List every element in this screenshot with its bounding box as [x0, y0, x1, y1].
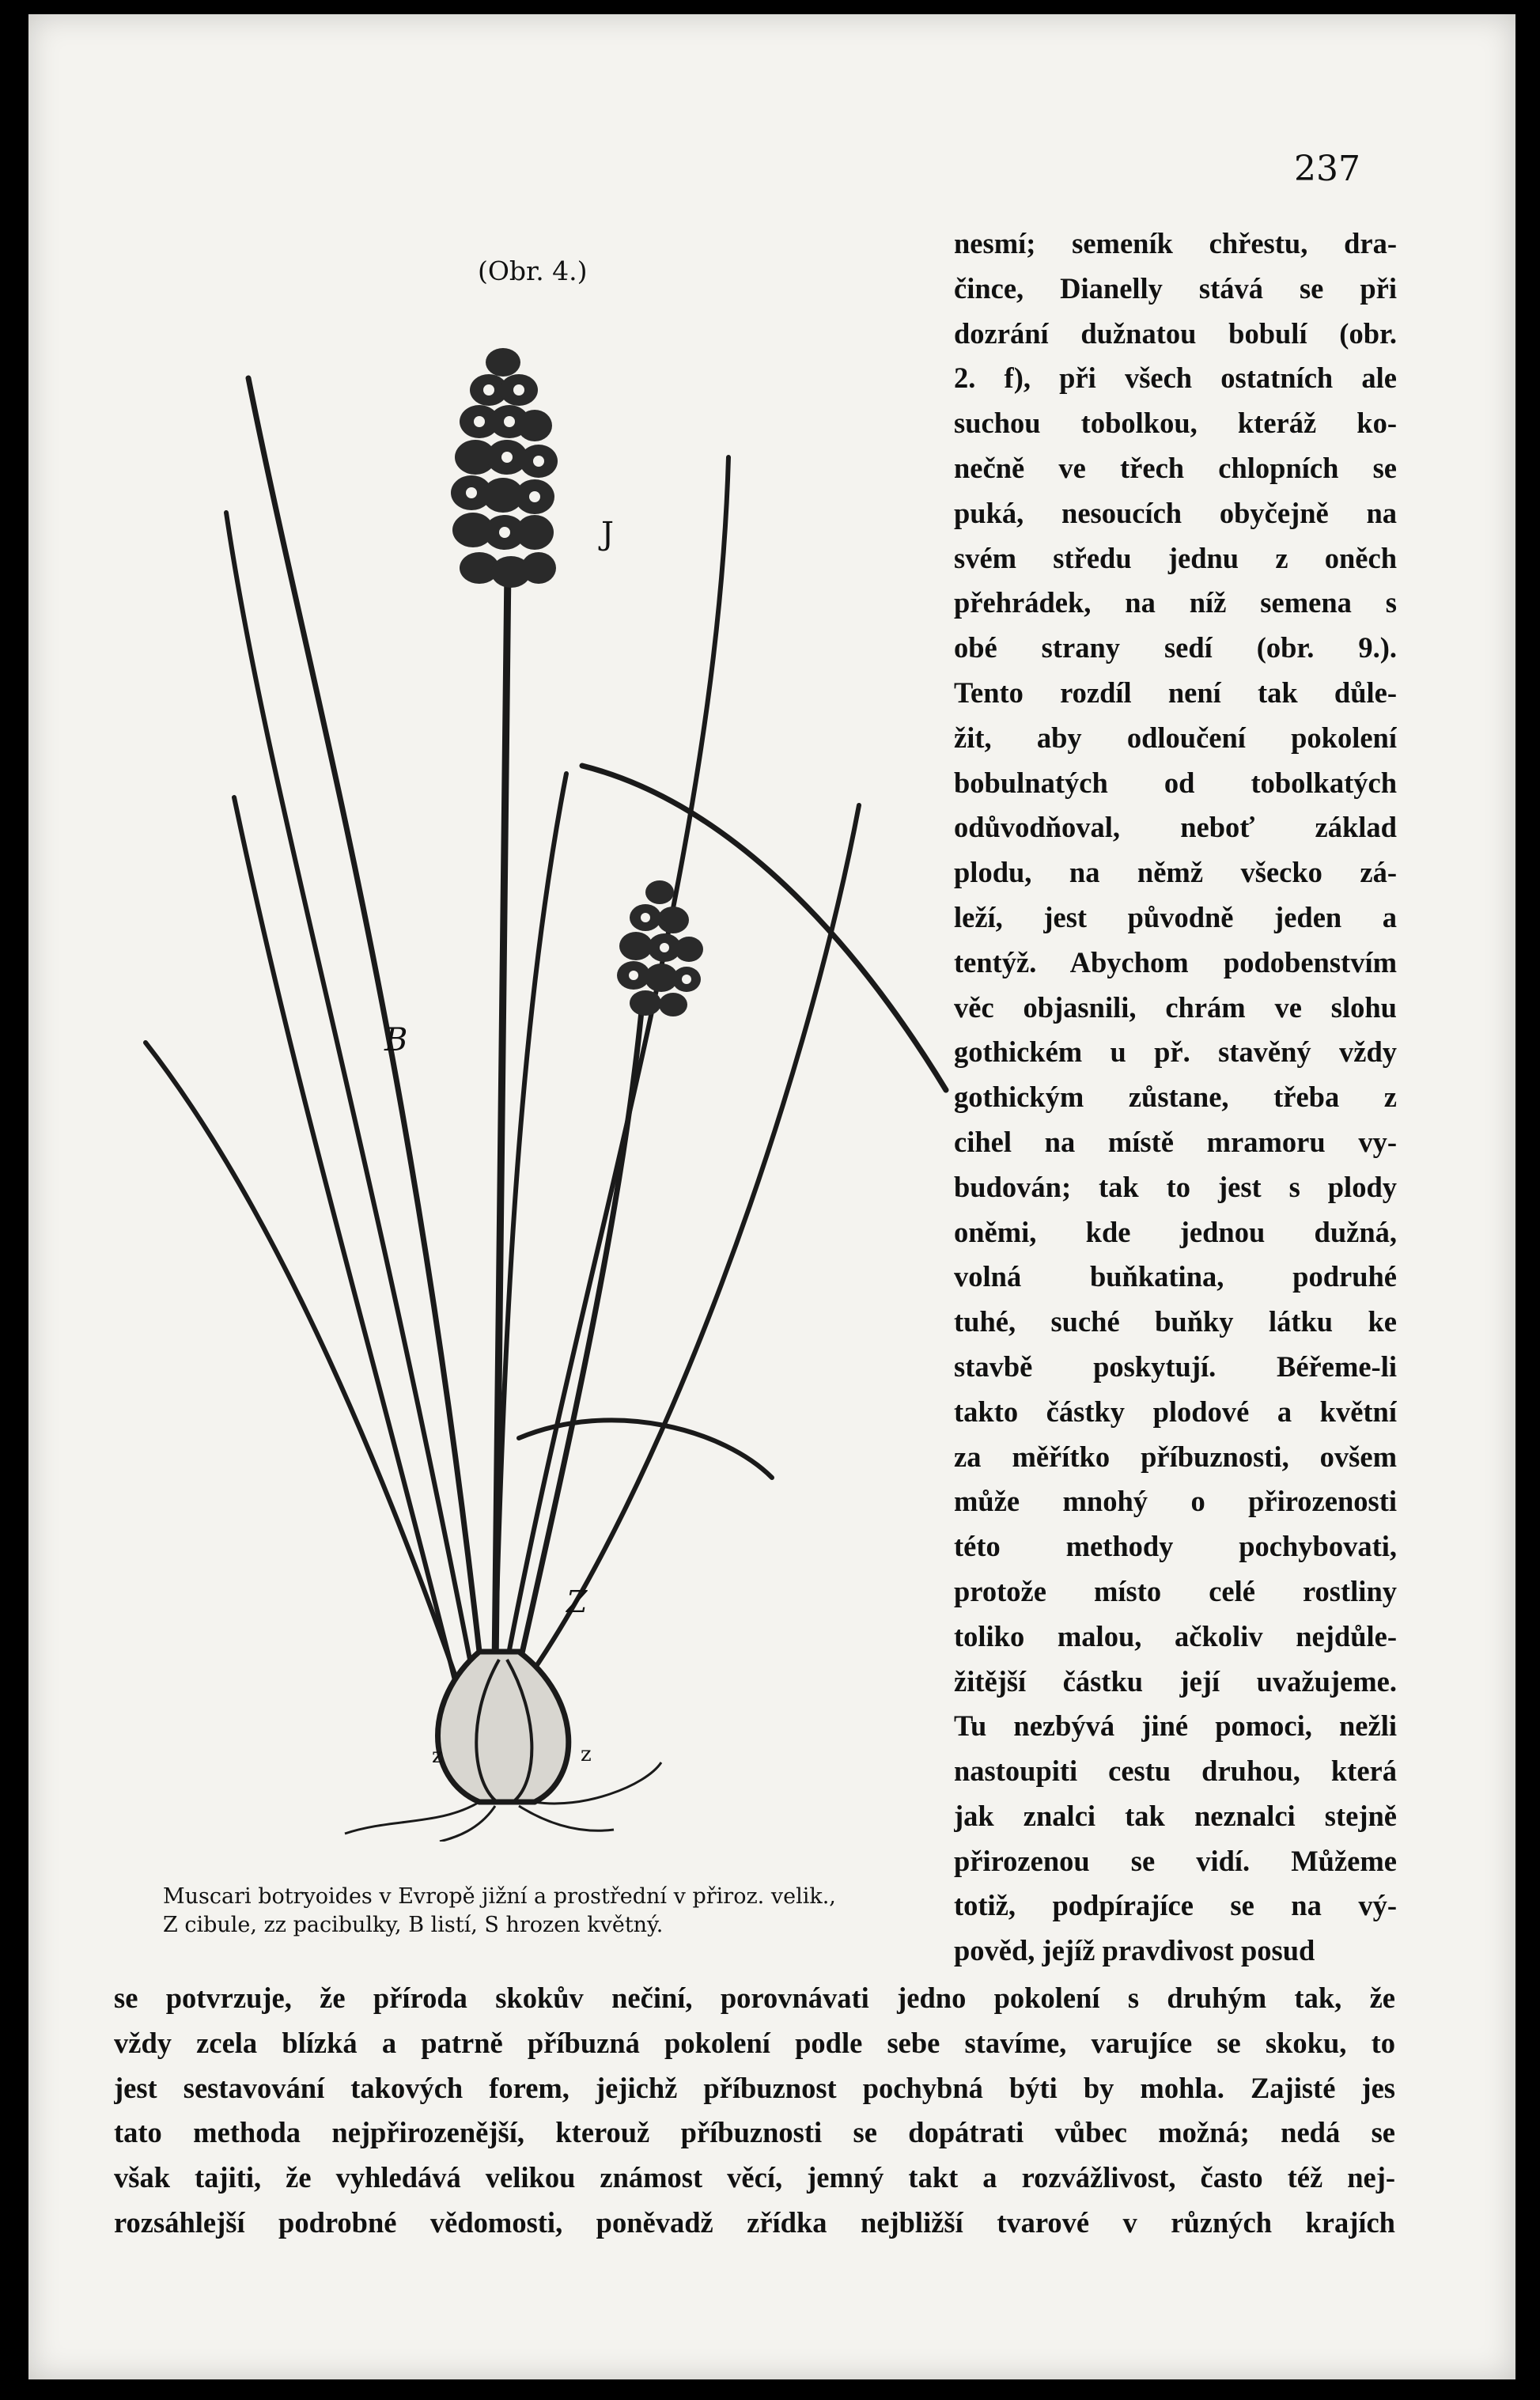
text-line: tuhé, suché buňky látku ke: [954, 1305, 1397, 1338]
text-line: gothickém u př. stavěný vždy: [954, 1035, 1397, 1069]
text-line: budován; tak to jest s plody: [954, 1170, 1397, 1203]
text-line: toliko malou, ačkoliv nejdůle-: [954, 1619, 1397, 1652]
text-line: však tajiti, že vyhledává velikou známost věcí, jemný takt a rozvážlivost, často též nej-: [114, 2161, 1395, 2194]
text-line: totiž, podpírajíce se na vý-: [954, 1889, 1397, 1922]
figure-letter-z-left: z: [432, 1744, 443, 1768]
text-line: vždy zcela blízká a patrně příbuzná pokolení podle sebe stavíme, varujíce se skoku, to: [114, 2026, 1395, 2059]
text-line: jest sestavování takových forem, jejichž příbuznost pochybná býti by mohla. Zajisté jes: [114, 2071, 1395, 2104]
right-column-text: [954, 221, 1397, 1974]
text-line: rozsáhlejší podrobné vědomosti, poněvadž zřídka nejbližší tvarové v různých krajích: [114, 2205, 1395, 2239]
text-line: nečně ve třech chlopních se: [954, 451, 1397, 484]
text-line: bobulnatých od tobolkatých: [954, 766, 1397, 799]
text-line: Tento rozdíl není tak důle-: [954, 676, 1397, 709]
text-line: gothickým zůstane, třeba z: [954, 1081, 1397, 1114]
text-line: oněmi, kde jednou dužná,: [954, 1215, 1397, 1248]
text-line: cihel na místě mramoru vy-: [954, 1125, 1397, 1158]
text-line: za měřítko příbuznosti, ovšem: [954, 1440, 1397, 1473]
text-line: nesmí; semeník chřestu, dra-: [954, 227, 1397, 259]
text-line: se potvrzuje, že příroda skokův nečiní, porovnávati jedno pokolení s druhým tak, že: [114, 1982, 1395, 2014]
text-line: plodu, na němž všecko zá-: [954, 856, 1397, 889]
text-line: čince, Dianelly stává se při: [954, 271, 1397, 305]
caption-line: Z cibule, zz pacibulky, B listí, S hrozen květný.: [163, 1913, 664, 1937]
text-line: pověd, jejíž pravdivost posud: [954, 1934, 1315, 1967]
figure-letter-z-right: z: [581, 1743, 592, 1766]
text-line: stavbě poskytují. Béřeme-li: [954, 1350, 1397, 1383]
text-line: věc objasnili, chrám ve slohu: [954, 990, 1397, 1024]
figure-letter-b: B: [384, 1022, 408, 1058]
text-line: přirozenou se vidí. Můžeme: [954, 1844, 1397, 1877]
text-line: této methody pochybovati,: [954, 1530, 1397, 1563]
text-line: dozrání dužnatou bobulí (obr.: [954, 316, 1397, 350]
text-line: přehrádek, na níž semena s: [954, 586, 1397, 619]
text-line: tato methoda nejpřirozenější, kterouž příbuznosti se dopátrati vůbec možná; nedá se: [114, 2116, 1395, 2149]
text-line: žit, aby odloučení pokolení: [954, 721, 1397, 754]
text-line: protože místo celé rostliny: [954, 1574, 1397, 1607]
text-line: obé strany sedí (obr. 9.).: [954, 631, 1397, 664]
text-line: Tu nezbývá jiné pomoci, nežli: [954, 1709, 1397, 1743]
text-line: takto částky plodové a květní: [954, 1395, 1397, 1428]
text-line: žitější částku její uvažujeme.: [954, 1664, 1397, 1698]
page-number: 237: [1294, 149, 1360, 189]
text-line: může mnohý o přirozenosti: [954, 1485, 1397, 1518]
figure-caption: [163, 1883, 970, 1940]
full-width-text: [114, 1976, 1395, 2246]
text-line: odůvodňoval, neboť základ: [954, 811, 1397, 844]
text-line: volná buňkatina, podruhé: [954, 1260, 1397, 1293]
text-line: svém středu jednu z oněch: [954, 541, 1397, 574]
text-line: suchou tobolkou, kteráž ko-: [954, 407, 1397, 440]
text-line: nastoupiti cestu druhou, která: [954, 1755, 1397, 1788]
caption-line: Muscari botryoides v Evropě jižní a prostřední v přiroz. velik.,: [163, 1884, 836, 1909]
figure-letter-j: J: [601, 516, 615, 552]
plant-illustration: [108, 307, 978, 1842]
figure-label: (Obr. 4.): [478, 256, 588, 286]
book-page: [28, 14, 1515, 2379]
text-line: leží, jest původně jeden a: [954, 900, 1397, 933]
text-line: puká, nesoucích obyčejně na: [954, 496, 1397, 529]
text-line: 2. f), při všech ostatních ale: [954, 362, 1397, 395]
text-line: tentýž. Abychom podobenstvím: [954, 945, 1397, 979]
figure-letter-z: Z: [566, 1584, 588, 1619]
text-line: jak znalci tak neznalci stejně: [954, 1799, 1397, 1832]
